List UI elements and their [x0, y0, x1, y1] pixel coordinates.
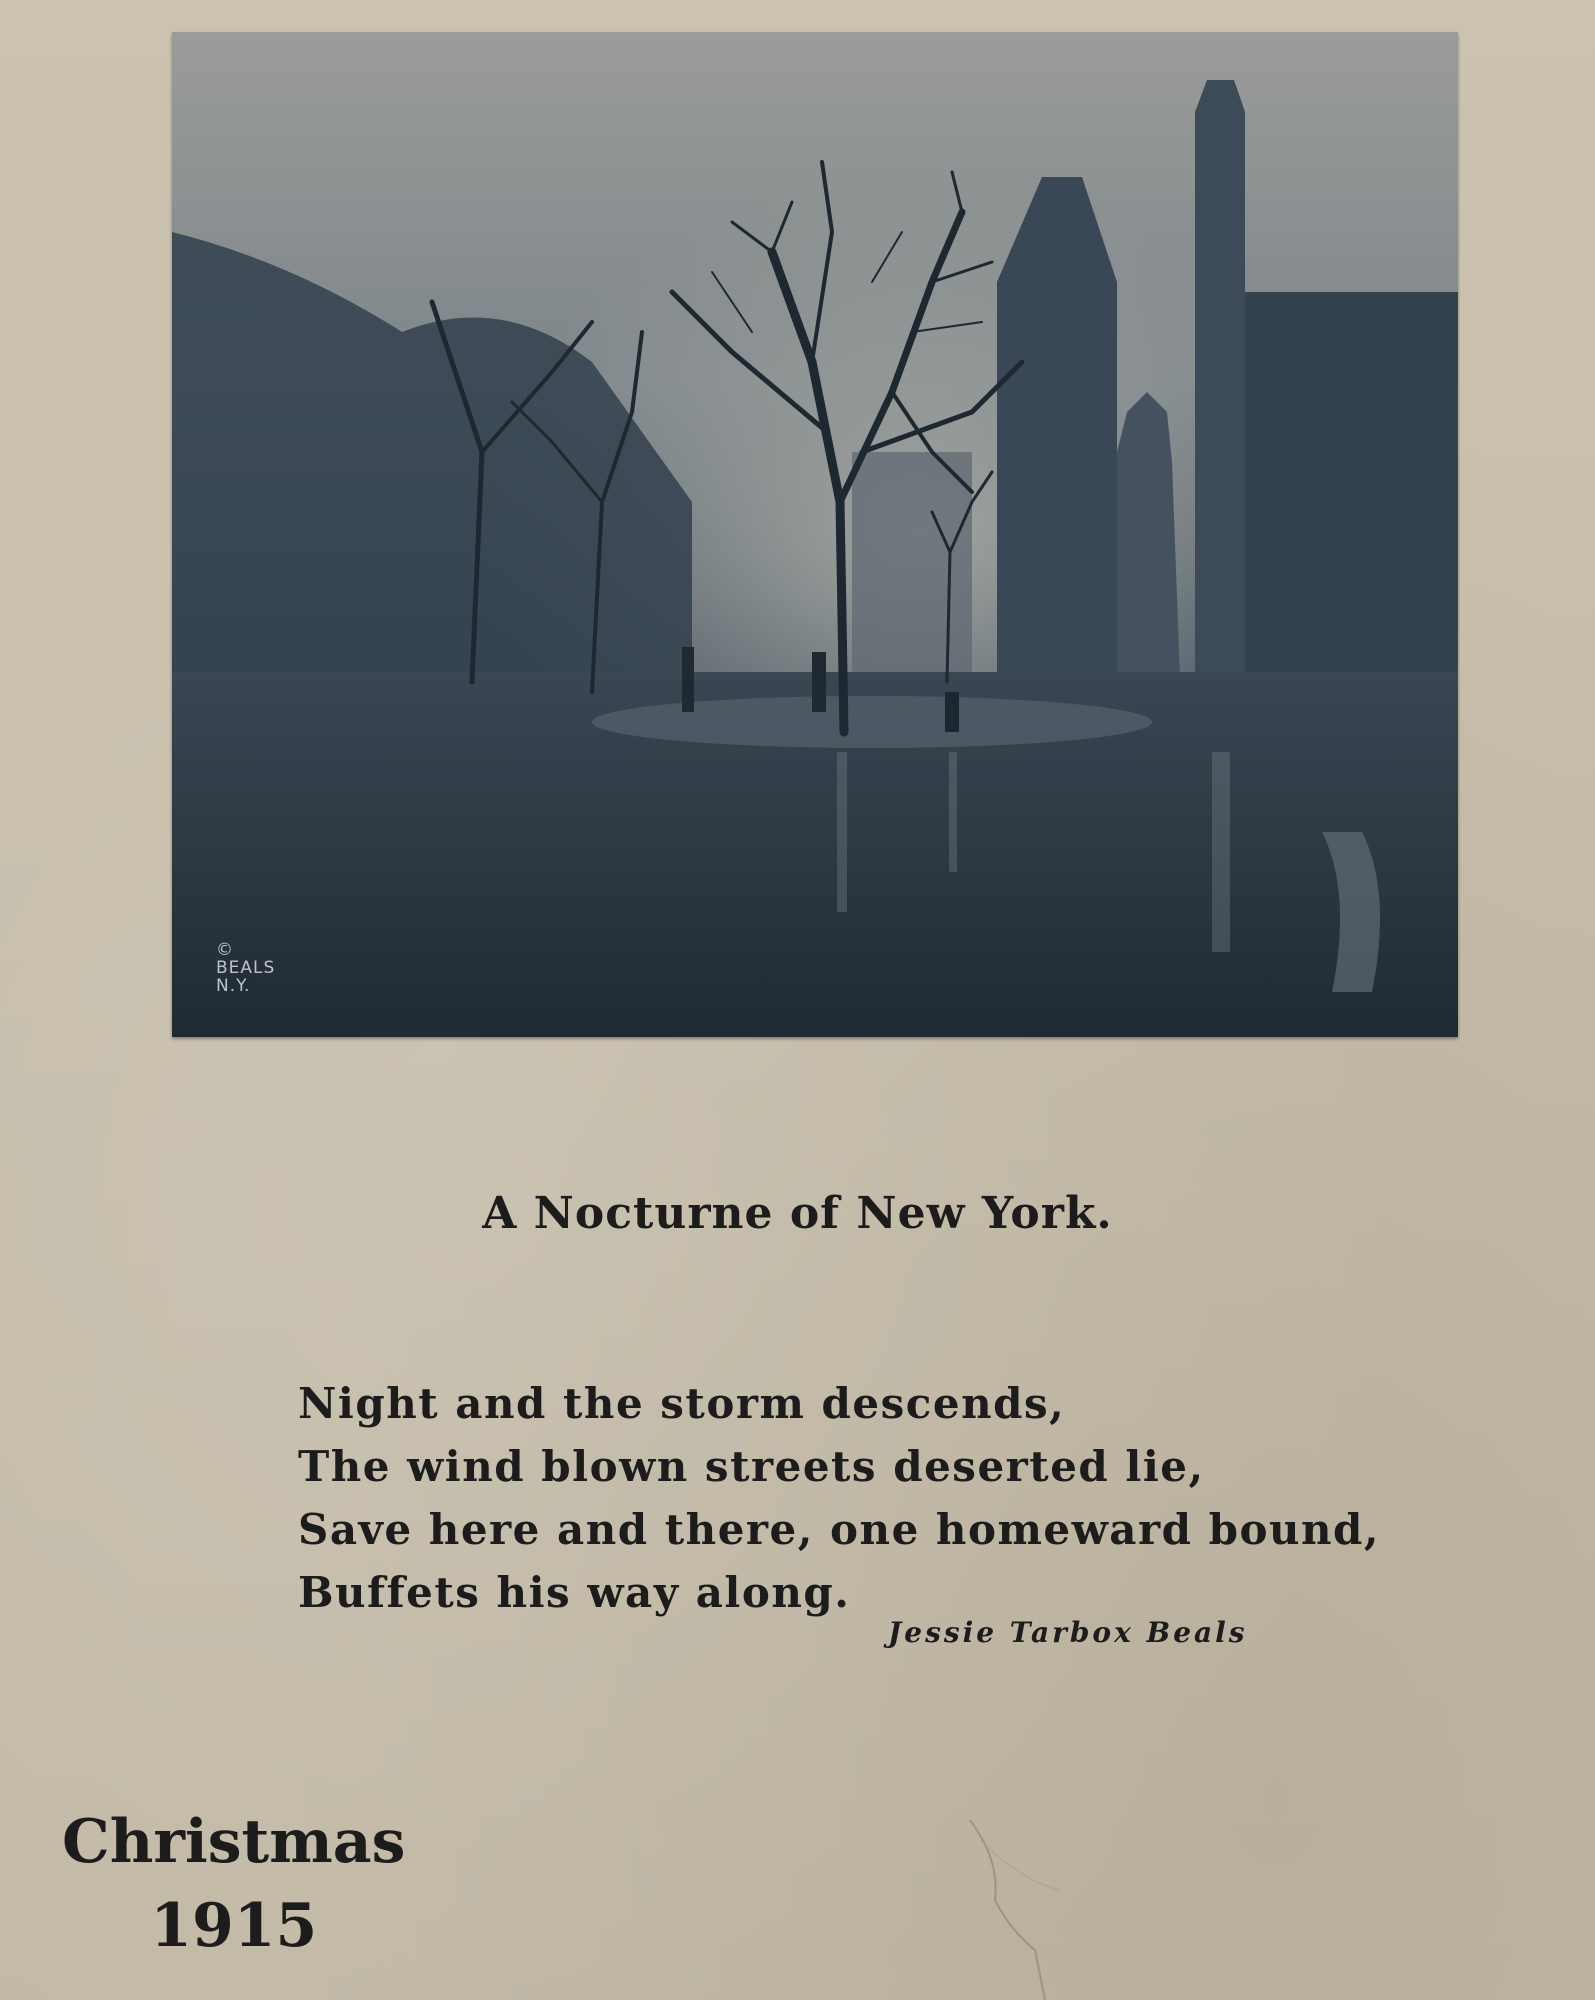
poem-line-3: Save here and there, one homeward bound, — [298, 1505, 1381, 1554]
poem-line-1: Night and the storm descends, — [298, 1379, 1066, 1428]
photograph-scene — [172, 32, 1458, 1037]
photograph — [172, 32, 1458, 1037]
year-label: 1915 — [150, 1891, 318, 1961]
photographer-mark — [216, 942, 275, 996]
poem — [298, 1372, 1380, 1624]
occasion-label: Christmas — [62, 1807, 406, 1877]
card-dateline — [62, 1800, 405, 1968]
poem-title: A Nocturne of New York. — [482, 1188, 1113, 1239]
photographer-mark-place: N.Y. — [216, 975, 251, 996]
poem-line-4: Buffets his way along. — [298, 1568, 851, 1617]
photographer-mark-name: BEALS — [216, 957, 276, 978]
poem-line-2: The wind blown streets deserted lie, — [298, 1442, 1205, 1491]
poem-author: Jessie Tarbox Beals — [888, 1616, 1248, 1649]
copyright-symbol: © — [216, 940, 234, 960]
paper-crease — [940, 1820, 1080, 2000]
